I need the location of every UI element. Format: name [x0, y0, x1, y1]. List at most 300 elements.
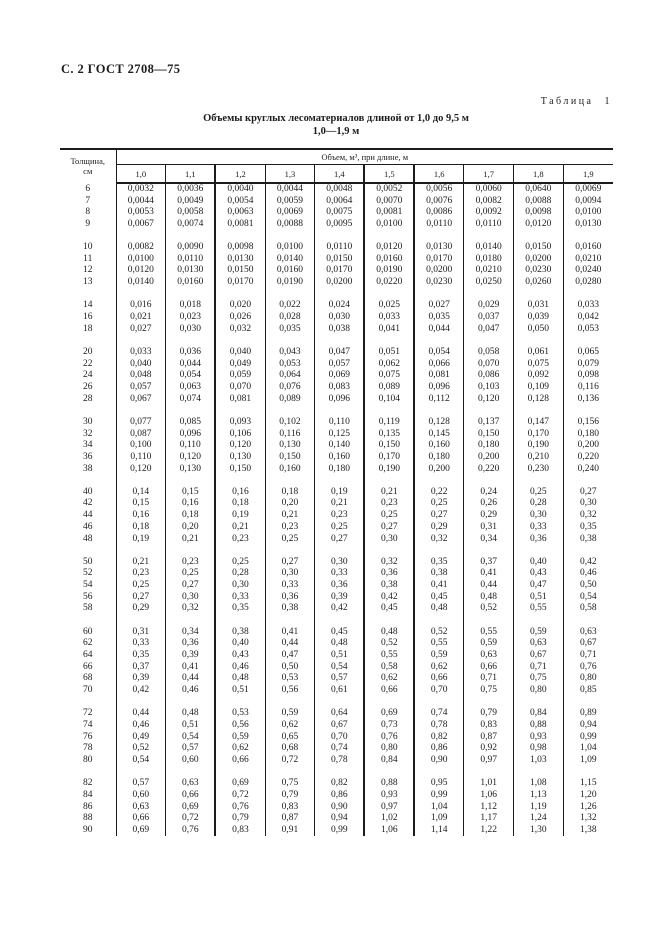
volume-cell: 0,46 [166, 684, 216, 696]
volume-cell: 0,87 [265, 812, 315, 824]
volume-cell: 0,130 [215, 451, 265, 463]
volume-cell: 0,76 [563, 661, 613, 673]
table-row [60, 661, 613, 673]
gap-cell [166, 405, 216, 417]
volume-cell: 0,0250 [464, 276, 514, 288]
volume-cell: 0,033 [116, 346, 166, 358]
gap-cell [563, 230, 613, 242]
volume-cell: 0,0082 [116, 241, 166, 253]
gap-cell [414, 474, 464, 486]
volume-cell: 0,66 [116, 812, 166, 824]
thickness-cell: 13 [60, 276, 116, 288]
volume-cell: 0,0170 [215, 276, 265, 288]
volume-cell: 0,120 [166, 451, 216, 463]
volume-cell: 0,076 [265, 381, 315, 393]
gap-cell [60, 544, 116, 556]
volume-cell: 0,57 [166, 743, 216, 755]
volume-cell: 0,98 [514, 743, 564, 755]
volume-cell: 0,0088 [514, 195, 564, 207]
volume-cell: 0,116 [265, 428, 315, 440]
length-header-cell: 1,1 [166, 165, 216, 184]
gap-cell [265, 288, 315, 300]
gap-cell [364, 474, 414, 486]
gap-cell [514, 614, 564, 626]
volume-cell: 0,21 [166, 533, 216, 545]
volume-cell: 0,78 [315, 754, 365, 766]
gap-cell [116, 614, 166, 626]
volume-cell: 0,028 [265, 311, 315, 323]
gap-cell [315, 614, 365, 626]
volume-cell: 0,92 [464, 743, 514, 755]
volume-cell: 0,93 [514, 731, 564, 743]
volume-cell: 0,28 [215, 568, 265, 580]
volume-cell: 0,47 [265, 649, 315, 661]
volume-cell: 0,34 [464, 533, 514, 545]
volume-cell: 0,16 [166, 498, 216, 510]
volume-cell: 0,0140 [265, 253, 315, 265]
volume-cell: 0,89 [563, 707, 613, 719]
volume-cell: 0,200 [414, 463, 464, 475]
volume-cell: 0,096 [414, 381, 464, 393]
table-row [60, 626, 613, 638]
volume-cell: 0,78 [414, 719, 464, 731]
table-row [60, 673, 613, 685]
volume-cell: 0,150 [265, 451, 315, 463]
group-gap-row [60, 766, 613, 778]
table-title: Объемы круглых лесоматериалов длиной от 1,0 до 9,5 м [203, 113, 469, 124]
thickness-cell: 72 [60, 707, 116, 719]
volume-cell: 0,135 [364, 428, 414, 440]
volume-cell: 0,80 [563, 673, 613, 685]
volume-cell: 0,51 [215, 684, 265, 696]
volume-cell: 0,66 [414, 673, 464, 685]
gap-cell [215, 614, 265, 626]
volume-cell: 0,036 [166, 346, 216, 358]
gap-cell [364, 230, 414, 242]
volume-cell: 0,102 [265, 416, 315, 428]
volume-cell: 0,36 [315, 579, 365, 591]
volume-cell: 0,0053 [116, 206, 166, 218]
thickness-cell: 52 [60, 568, 116, 580]
thickness-cell: 58 [60, 603, 116, 615]
volume-cell: 0,26 [464, 498, 514, 510]
volume-cell: 0,66 [364, 684, 414, 696]
volume-cell: 0,49 [116, 731, 166, 743]
volume-cell: 0,050 [514, 323, 564, 335]
volume-cell: 0,035 [414, 311, 464, 323]
volume-cell: 0,32 [166, 603, 216, 615]
volume-cell: 0,109 [514, 381, 564, 393]
volume-cell: 0,64 [315, 707, 365, 719]
volume-cell: 0,220 [563, 451, 613, 463]
volume-cell: 0,136 [563, 393, 613, 405]
volume-cell: 0,240 [563, 463, 613, 475]
thickness-cell: 62 [60, 638, 116, 650]
volume-cell: 1,38 [563, 824, 613, 836]
table-row [60, 591, 613, 603]
thickness-cell: 70 [60, 684, 116, 696]
volume-cell: 0,14 [116, 486, 166, 498]
thickness-cell: 20 [60, 346, 116, 358]
table-row [60, 824, 613, 836]
volume-cell: 0,064 [265, 369, 315, 381]
volume-cell: 0,180 [414, 451, 464, 463]
gap-cell [60, 405, 116, 417]
volume-cell: 0,100 [116, 439, 166, 451]
volume-cell: 0,20 [265, 498, 315, 510]
length-header-row [60, 165, 613, 184]
volume-cell: 0,067 [116, 393, 166, 405]
volume-cell: 0,043 [265, 346, 315, 358]
gap-cell [215, 766, 265, 778]
thickness-cell: 84 [60, 789, 116, 801]
volume-cell: 0,70 [414, 684, 464, 696]
gap-cell [563, 696, 613, 708]
volume-cell: 0,27 [315, 533, 365, 545]
volume-cell: 0,27 [364, 521, 414, 533]
volume-cell: 0,39 [315, 591, 365, 603]
volume-cell: 0,48 [315, 638, 365, 650]
volume-cell: 0,30 [215, 579, 265, 591]
volume-cell: 0,35 [414, 556, 464, 568]
volume-cell: 0,90 [414, 754, 464, 766]
volume-cell: 0,18 [166, 509, 216, 521]
volume-cell: 0,67 [514, 649, 564, 661]
table-row [60, 801, 613, 813]
table-row [60, 416, 613, 428]
volume-cell: 0,16 [215, 486, 265, 498]
volume-cell: 0,039 [514, 311, 564, 323]
volume-cell: 0,63 [563, 626, 613, 638]
volume-cell: 1,20 [563, 789, 613, 801]
volume-cell: 0,40 [215, 638, 265, 650]
volume-cell: 0,0100 [563, 206, 613, 218]
volume-cell: 0,25 [414, 498, 464, 510]
thickness-cell: 34 [60, 439, 116, 451]
volume-cell: 0,30 [514, 509, 564, 521]
volume-cell: 0,030 [315, 311, 365, 323]
volume-cell: 0,79 [464, 707, 514, 719]
volume-cell: 0,75 [514, 673, 564, 685]
volume-cell: 0,28 [514, 498, 564, 510]
volume-cell: 0,0098 [215, 241, 265, 253]
gap-cell [116, 288, 166, 300]
gap-cell [166, 614, 216, 626]
volume-cell: 0,160 [414, 439, 464, 451]
volume-cell: 0,018 [166, 300, 216, 312]
volume-cell: 0,83 [215, 824, 265, 836]
volume-cell: 0,25 [315, 521, 365, 533]
length-header-cell: 1,0 [116, 165, 166, 184]
gap-cell [563, 766, 613, 778]
volume-cell: 0,84 [364, 754, 414, 766]
volume-cell: 0,0069 [563, 183, 613, 195]
volume-cell: 0,80 [364, 743, 414, 755]
thickness-cell: 46 [60, 521, 116, 533]
volume-cell: 0,65 [265, 731, 315, 743]
volume-cell: 0,67 [563, 638, 613, 650]
gap-cell [116, 230, 166, 242]
thickness-cell: 26 [60, 381, 116, 393]
gap-cell [215, 696, 265, 708]
volume-cell: 0,36 [166, 638, 216, 650]
volume-cell: 0,32 [364, 556, 414, 568]
volume-cell: 0,48 [166, 707, 216, 719]
gap-cell [315, 766, 365, 778]
gap-cell [315, 335, 365, 347]
gap-cell [315, 288, 365, 300]
table-row [60, 323, 613, 335]
volume-cell: 0,0044 [116, 195, 166, 207]
volume-cell: 0,59 [265, 707, 315, 719]
volume-cell: 0,110 [166, 439, 216, 451]
volume-cell: 0,70 [315, 731, 365, 743]
volume-cell: 0,0059 [265, 195, 315, 207]
volume-cell: 0,0076 [414, 195, 464, 207]
volume-cell: 0,33 [215, 591, 265, 603]
volume-cell: 0,71 [563, 649, 613, 661]
volume-cell: 0,50 [563, 579, 613, 591]
volume-cell: 0,150 [215, 463, 265, 475]
table-row [60, 439, 613, 451]
volume-cell: 0,160 [315, 451, 365, 463]
volume-cell: 0,21 [364, 486, 414, 498]
volume-cell: 0,54 [315, 661, 365, 673]
thickness-cell: 10 [60, 241, 116, 253]
volume-cell: 0,058 [464, 346, 514, 358]
volume-cell: 0,56 [215, 719, 265, 731]
volume-cell: 0,66 [166, 789, 216, 801]
volume-cell: 0,0130 [215, 253, 265, 265]
table-row [60, 731, 613, 743]
volume-cell: 0,0170 [315, 265, 365, 277]
volume-cell: 0,27 [414, 509, 464, 521]
volume-cell: 0,0064 [315, 195, 365, 207]
volume-cell: 0,180 [315, 463, 365, 475]
gap-cell [166, 230, 216, 242]
volume-cell: 1,04 [563, 743, 613, 755]
gap-cell [414, 335, 464, 347]
volume-cell: 0,077 [116, 416, 166, 428]
thickness-cell: 54 [60, 579, 116, 591]
thickness-cell: 74 [60, 719, 116, 731]
volume-cell: 0,27 [265, 556, 315, 568]
volume-cell: 0,34 [166, 626, 216, 638]
volume-cell: 0,023 [166, 311, 216, 323]
volume-cell: 0,096 [315, 393, 365, 405]
volume-cell: 0,63 [464, 649, 514, 661]
volume-cell: 0,82 [414, 731, 464, 743]
length-header-cell: 1,3 [265, 165, 315, 184]
volume-cell: 0,016 [116, 300, 166, 312]
volume-cell: 1,19 [514, 801, 564, 813]
volume-cell: 0,55 [464, 626, 514, 638]
volume-cell: 0,59 [215, 731, 265, 743]
gap-cell [60, 614, 116, 626]
gap-cell [414, 230, 464, 242]
volume-cell: 0,220 [464, 463, 514, 475]
volume-cell: 0,065 [563, 346, 613, 358]
volume-cell: 0,21 [116, 556, 166, 568]
volume-cell: 0,45 [414, 591, 464, 603]
volume-cell: 0,60 [116, 789, 166, 801]
gap-cell [464, 335, 514, 347]
volume-cell: 0,075 [364, 369, 414, 381]
thickness-cell: 38 [60, 463, 116, 475]
gap-cell [60, 288, 116, 300]
gap-cell [215, 405, 265, 417]
volume-cell: 0,21 [265, 509, 315, 521]
volume-cell: 0,081 [215, 393, 265, 405]
volume-cell: 0,0190 [364, 265, 414, 277]
thickness-cell: 9 [60, 218, 116, 230]
gap-cell [265, 544, 315, 556]
volume-cell: 1,01 [464, 777, 514, 789]
volume-cell: 1,02 [364, 812, 414, 824]
gap-cell [514, 230, 564, 242]
gap-cell [116, 474, 166, 486]
volume-cell: 0,54 [116, 754, 166, 766]
table-row [60, 649, 613, 661]
volume-cell: 0,53 [265, 673, 315, 685]
volume-cell: 0,087 [116, 428, 166, 440]
volume-cell: 0,140 [315, 439, 365, 451]
gap-cell [364, 335, 414, 347]
volume-cell: 0,156 [563, 416, 613, 428]
volume-cell: 0,0640 [514, 183, 564, 195]
thickness-cell: 40 [60, 486, 116, 498]
volume-cell: 0,180 [563, 428, 613, 440]
volume-cell: 0,030 [166, 323, 216, 335]
volume-cell: 0,038 [315, 323, 365, 335]
volume-cell: 0,0094 [563, 195, 613, 207]
volume-cell: 0,44 [166, 673, 216, 685]
volume-cell: 0,69 [116, 824, 166, 836]
table-row [60, 684, 613, 696]
volume-cell: 0,15 [116, 498, 166, 510]
thickness-cell: 88 [60, 812, 116, 824]
volume-cell: 0,97 [464, 754, 514, 766]
volume-cell: 0,0100 [265, 241, 315, 253]
volume-cell: 0,62 [414, 661, 464, 673]
group-gap-row [60, 288, 613, 300]
volume-cell: 0,0120 [116, 265, 166, 277]
gap-cell [364, 405, 414, 417]
volume-cell: 0,55 [414, 638, 464, 650]
volume-cell: 0,21 [215, 521, 265, 533]
thickness-cell: 30 [60, 416, 116, 428]
volume-cell: 0,62 [265, 719, 315, 731]
volume-cell: 0,112 [414, 393, 464, 405]
volume-cell: 0,72 [265, 754, 315, 766]
gap-cell [60, 696, 116, 708]
gap-cell [563, 614, 613, 626]
volume-cell: 0,41 [414, 579, 464, 591]
volume-cell: 0,44 [116, 707, 166, 719]
volume-cell: 0,52 [364, 638, 414, 650]
volume-cell: 0,45 [315, 626, 365, 638]
gap-cell [315, 474, 365, 486]
volume-cell: 0,51 [514, 591, 564, 603]
volume-cell: 0,27 [563, 486, 613, 498]
volume-cell: 0,29 [464, 509, 514, 521]
volume-cell: 0,33 [116, 638, 166, 650]
volume-cell: 0,061 [514, 346, 564, 358]
volume-cell: 0,0150 [315, 253, 365, 265]
gap-cell [215, 288, 265, 300]
page-header: С. 2 ГОСТ 2708—75 [61, 62, 181, 76]
table-row [60, 206, 613, 218]
table-row [60, 451, 613, 463]
gap-cell [315, 696, 365, 708]
volume-cell: 0,0170 [414, 253, 464, 265]
table-row [60, 265, 613, 277]
volume-cell: 0,190 [514, 439, 564, 451]
volume-cell: 0,48 [464, 591, 514, 603]
gap-cell [514, 405, 564, 417]
volume-cell: 0,063 [166, 381, 216, 393]
volume-cell: 0,145 [414, 428, 464, 440]
volume-cell: 0,0120 [364, 241, 414, 253]
volume-cell: 0,0040 [215, 183, 265, 195]
volume-cell: 0,19 [116, 533, 166, 545]
table-row [60, 603, 613, 615]
volume-cell: 0,23 [364, 498, 414, 510]
volume-cell: 0,0150 [514, 241, 564, 253]
thickness-cell: 50 [60, 556, 116, 568]
volume-cell: 0,0160 [563, 241, 613, 253]
gap-cell [514, 766, 564, 778]
volume-cell: 0,116 [563, 381, 613, 393]
volume-cell: 0,0230 [514, 265, 564, 277]
table-row [60, 638, 613, 650]
table-row [60, 556, 613, 568]
volume-cell: 0,38 [265, 603, 315, 615]
thickness-cell: 24 [60, 369, 116, 381]
gap-cell [116, 766, 166, 778]
thickness-header-line2: см [83, 165, 93, 176]
volume-cell: 0,67 [315, 719, 365, 731]
volume-cell: 0,41 [166, 661, 216, 673]
volume-cell: 0,38 [364, 579, 414, 591]
length-header-cell: 1,9 [563, 165, 613, 184]
volume-cell: 0,99 [414, 789, 464, 801]
table-row [60, 428, 613, 440]
volume-cell: 0,054 [166, 369, 216, 381]
volume-cell: 0,25 [514, 486, 564, 498]
table-row [60, 707, 613, 719]
gap-cell [464, 288, 514, 300]
volume-cell: 1,04 [414, 801, 464, 813]
gap-cell [514, 335, 564, 347]
group-gap-row [60, 696, 613, 708]
volume-cell: 0,69 [215, 777, 265, 789]
table-row [60, 789, 613, 801]
volume-cell: 0,031 [514, 300, 564, 312]
volume-cell: 0,0063 [215, 206, 265, 218]
volume-cell: 0,190 [364, 463, 414, 475]
volume-cell: 0,93 [364, 789, 414, 801]
volume-cell: 0,54 [166, 731, 216, 743]
volume-cell: 0,57 [315, 673, 365, 685]
volume-cell: 0,0260 [514, 276, 564, 288]
volume-cell: 0,25 [364, 509, 414, 521]
volume-cell: 0,94 [563, 719, 613, 731]
volume-cell: 0,58 [563, 603, 613, 615]
volume-cell: 0,72 [215, 789, 265, 801]
volume-cell: 0,30 [364, 533, 414, 545]
length-header-cell: 1,5 [364, 165, 414, 184]
